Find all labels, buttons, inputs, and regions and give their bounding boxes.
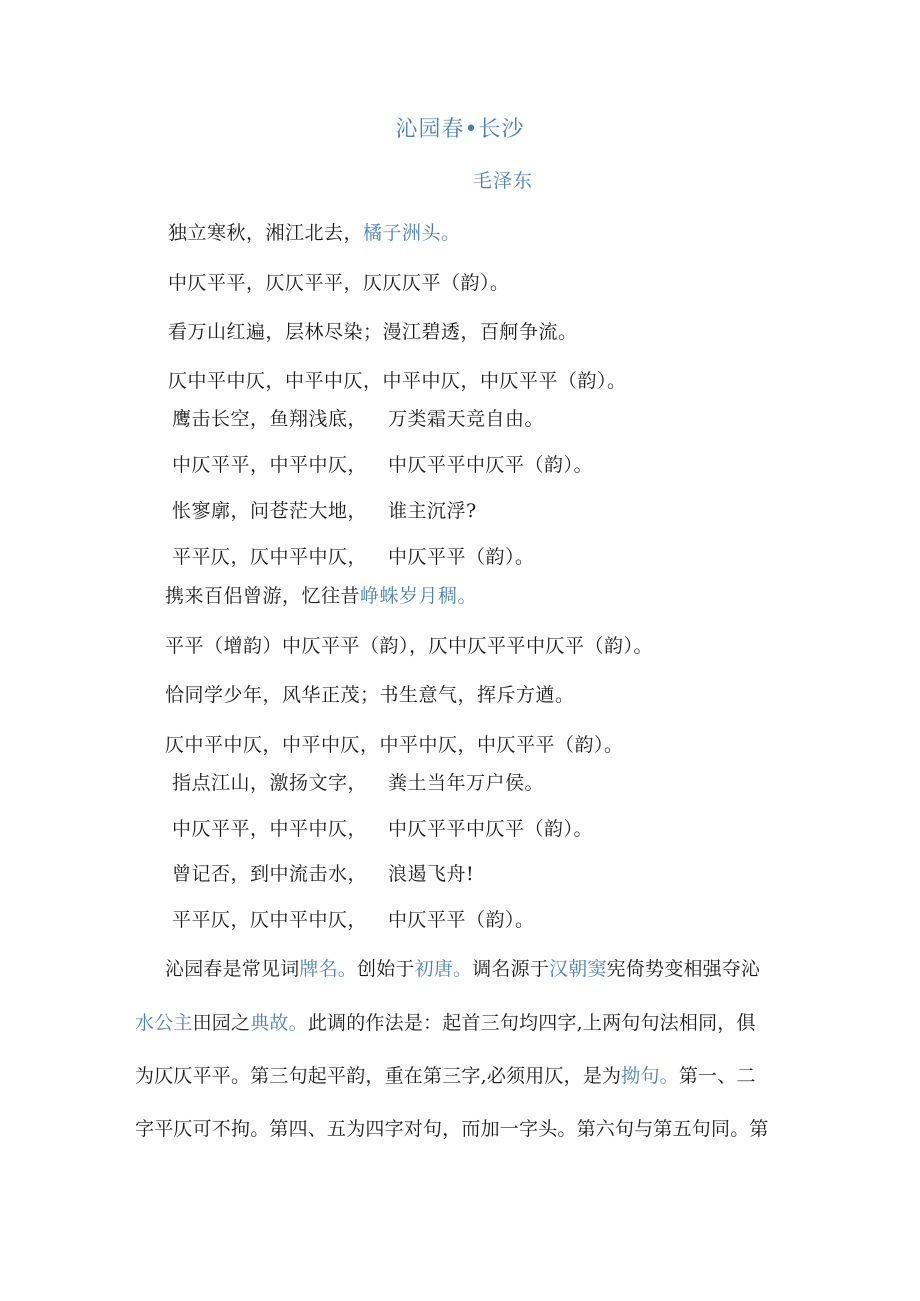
paragraph-line: 字平仄可不拘。第四、五为四字对句，而加一字头。第六句与第五句同。第 bbox=[135, 1118, 769, 1140]
poem-line: 看万山红遍，层林尽染；漫江碧透，百舸争流。 bbox=[168, 321, 578, 343]
link-qinshui-gongzhu[interactable]: 水公主 bbox=[135, 1012, 193, 1034]
paragraph-line: 水公主田园之典故。此调的作法是：起首三句均四字,上两句句法相同，俱 bbox=[135, 1012, 756, 1034]
meter-line: 中仄平平，仄仄平平，仄仄仄平（韵）。 bbox=[168, 272, 510, 294]
link-chutang[interactable]: 初唐。 bbox=[414, 958, 473, 980]
meter-line: 平平（增韵）中仄平平（韵），仄中仄平平中仄平（韵）。 bbox=[165, 635, 654, 657]
poem-line: 鹰击长空，鱼翔浅底， 万类霜天竞自由。 bbox=[172, 408, 545, 430]
paragraph-line: 为仄仄平平。第三句起平韵，重在第三字,必须用仄，是为拗句。第一、二 bbox=[135, 1065, 756, 1087]
poem-line: 指点江山，激扬文字， 粪土当年万户侯。 bbox=[172, 772, 545, 794]
poem-line: 恰同学少年，风华正茂；书生意气，挥斥方遒。 bbox=[165, 684, 575, 706]
meter-line: 平平仄，仄中平中仄， 中仄平平（韵）。 bbox=[172, 909, 535, 931]
meter-line: 仄中平中仄，中平中仄，中平中仄，中仄平平（韵）。 bbox=[165, 734, 624, 756]
poem-title: 沁园春•长沙 bbox=[395, 117, 525, 142]
poem-line: 怅寥廓，问苍茫大地， 谁主沉浮? bbox=[172, 500, 477, 522]
link-diangu[interactable]: 典故。 bbox=[250, 1012, 308, 1034]
meter-line: 中仄平平，中平中仄， 中仄平平中仄平（韵）。 bbox=[172, 818, 594, 840]
link-hanchao-dou[interactable]: 汉朝窦 bbox=[549, 958, 607, 980]
link-zhengrong[interactable]: 峥蛛岁月稠。 bbox=[360, 585, 478, 607]
meter-line: 平平仄，仄中平中仄， 中仄平平（韵）。 bbox=[172, 546, 535, 568]
poem-line: 携来百侣曾游，忆往昔峥蛛岁月稠。 bbox=[165, 585, 478, 607]
link-aoju[interactable]: 拗句。 bbox=[621, 1065, 679, 1087]
meter-line: 仄中平中仄，中平中仄，中平中仄，中仄平平（韵）。 bbox=[168, 370, 627, 392]
paragraph-line: 沁园春是常见词牌名。创始于初唐。调名源于汉朝窦宪倚势变相强夺沁 bbox=[165, 958, 761, 980]
poem-line: 曾记否，到中流击水， 浪遏飞舟! bbox=[172, 863, 475, 885]
poem-line: 独立寒秋，湘江北去，橘子洲头。 bbox=[168, 222, 461, 244]
poem-author: 毛泽东 bbox=[473, 170, 534, 192]
link-paiming[interactable]: 牌名。 bbox=[299, 958, 358, 980]
link-juzizhou[interactable]: 橘子洲头。 bbox=[363, 222, 461, 244]
meter-line: 中仄平平，中平中仄， 中仄平平中仄平（韵）。 bbox=[172, 454, 594, 476]
